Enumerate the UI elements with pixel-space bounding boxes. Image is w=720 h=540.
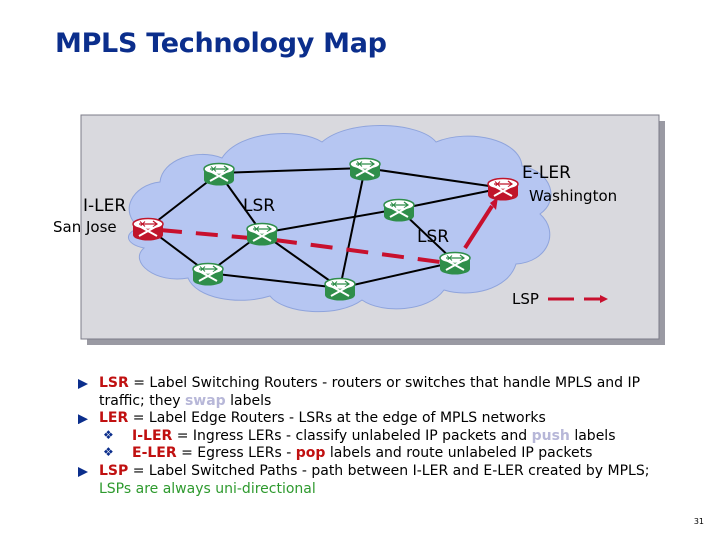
- lsr-right-label: LSR: [417, 227, 450, 247]
- lsr-left-label: LSR: [243, 196, 276, 216]
- router-icon: [325, 279, 355, 301]
- router-icon: [204, 164, 234, 186]
- washington-label: Washington: [529, 187, 618, 205]
- sub-bullet-i-ler: ❖ I-LER = Ingress LERs - classify unlabeled IP packets and push labels: [103, 427, 616, 444]
- ingress-router-icon: [133, 219, 163, 241]
- page-title: MPLS Technology Map: [55, 28, 387, 59]
- san-jose-label: San Jose: [53, 218, 117, 236]
- i-ler-label: I-LER: [83, 196, 127, 216]
- bullet-lsp: LSP = Label Switched Paths - path between I-LER and E-LER created by MPLS; LSPs are always uni-directional: [78, 463, 678, 498]
- sub-bullet-e-ler: ❖ E-LER = Egress LERs - pop labels and route unlabeled IP packets: [103, 445, 593, 462]
- diamond-bullet-icon: ❖: [103, 445, 114, 460]
- bullet-marker-icon: [78, 379, 88, 389]
- page-number: 31: [693, 517, 704, 526]
- router-icon: [384, 200, 414, 222]
- bullet-ler: LER = Label Edge Routers - LSRs at the edge of MPLS networks: [78, 410, 678, 428]
- e-ler-label: E-LER: [522, 163, 571, 183]
- definitions-list: [78, 375, 678, 498]
- egress-router-icon: [488, 179, 518, 201]
- router-icon: [350, 159, 380, 181]
- bullet-marker-icon: [78, 467, 88, 477]
- lsp-legend-label: LSP: [512, 290, 539, 308]
- router-icon: [193, 264, 223, 286]
- bullet-marker-icon: [78, 414, 88, 424]
- bullet-lsr: LSR = Label Switching Routers - routers or switches that handle MPLS and IP traffic; they swap labels: [78, 375, 678, 410]
- router-icon: [440, 253, 470, 275]
- diamond-bullet-icon: ❖: [103, 427, 114, 442]
- router-icon: [247, 224, 277, 246]
